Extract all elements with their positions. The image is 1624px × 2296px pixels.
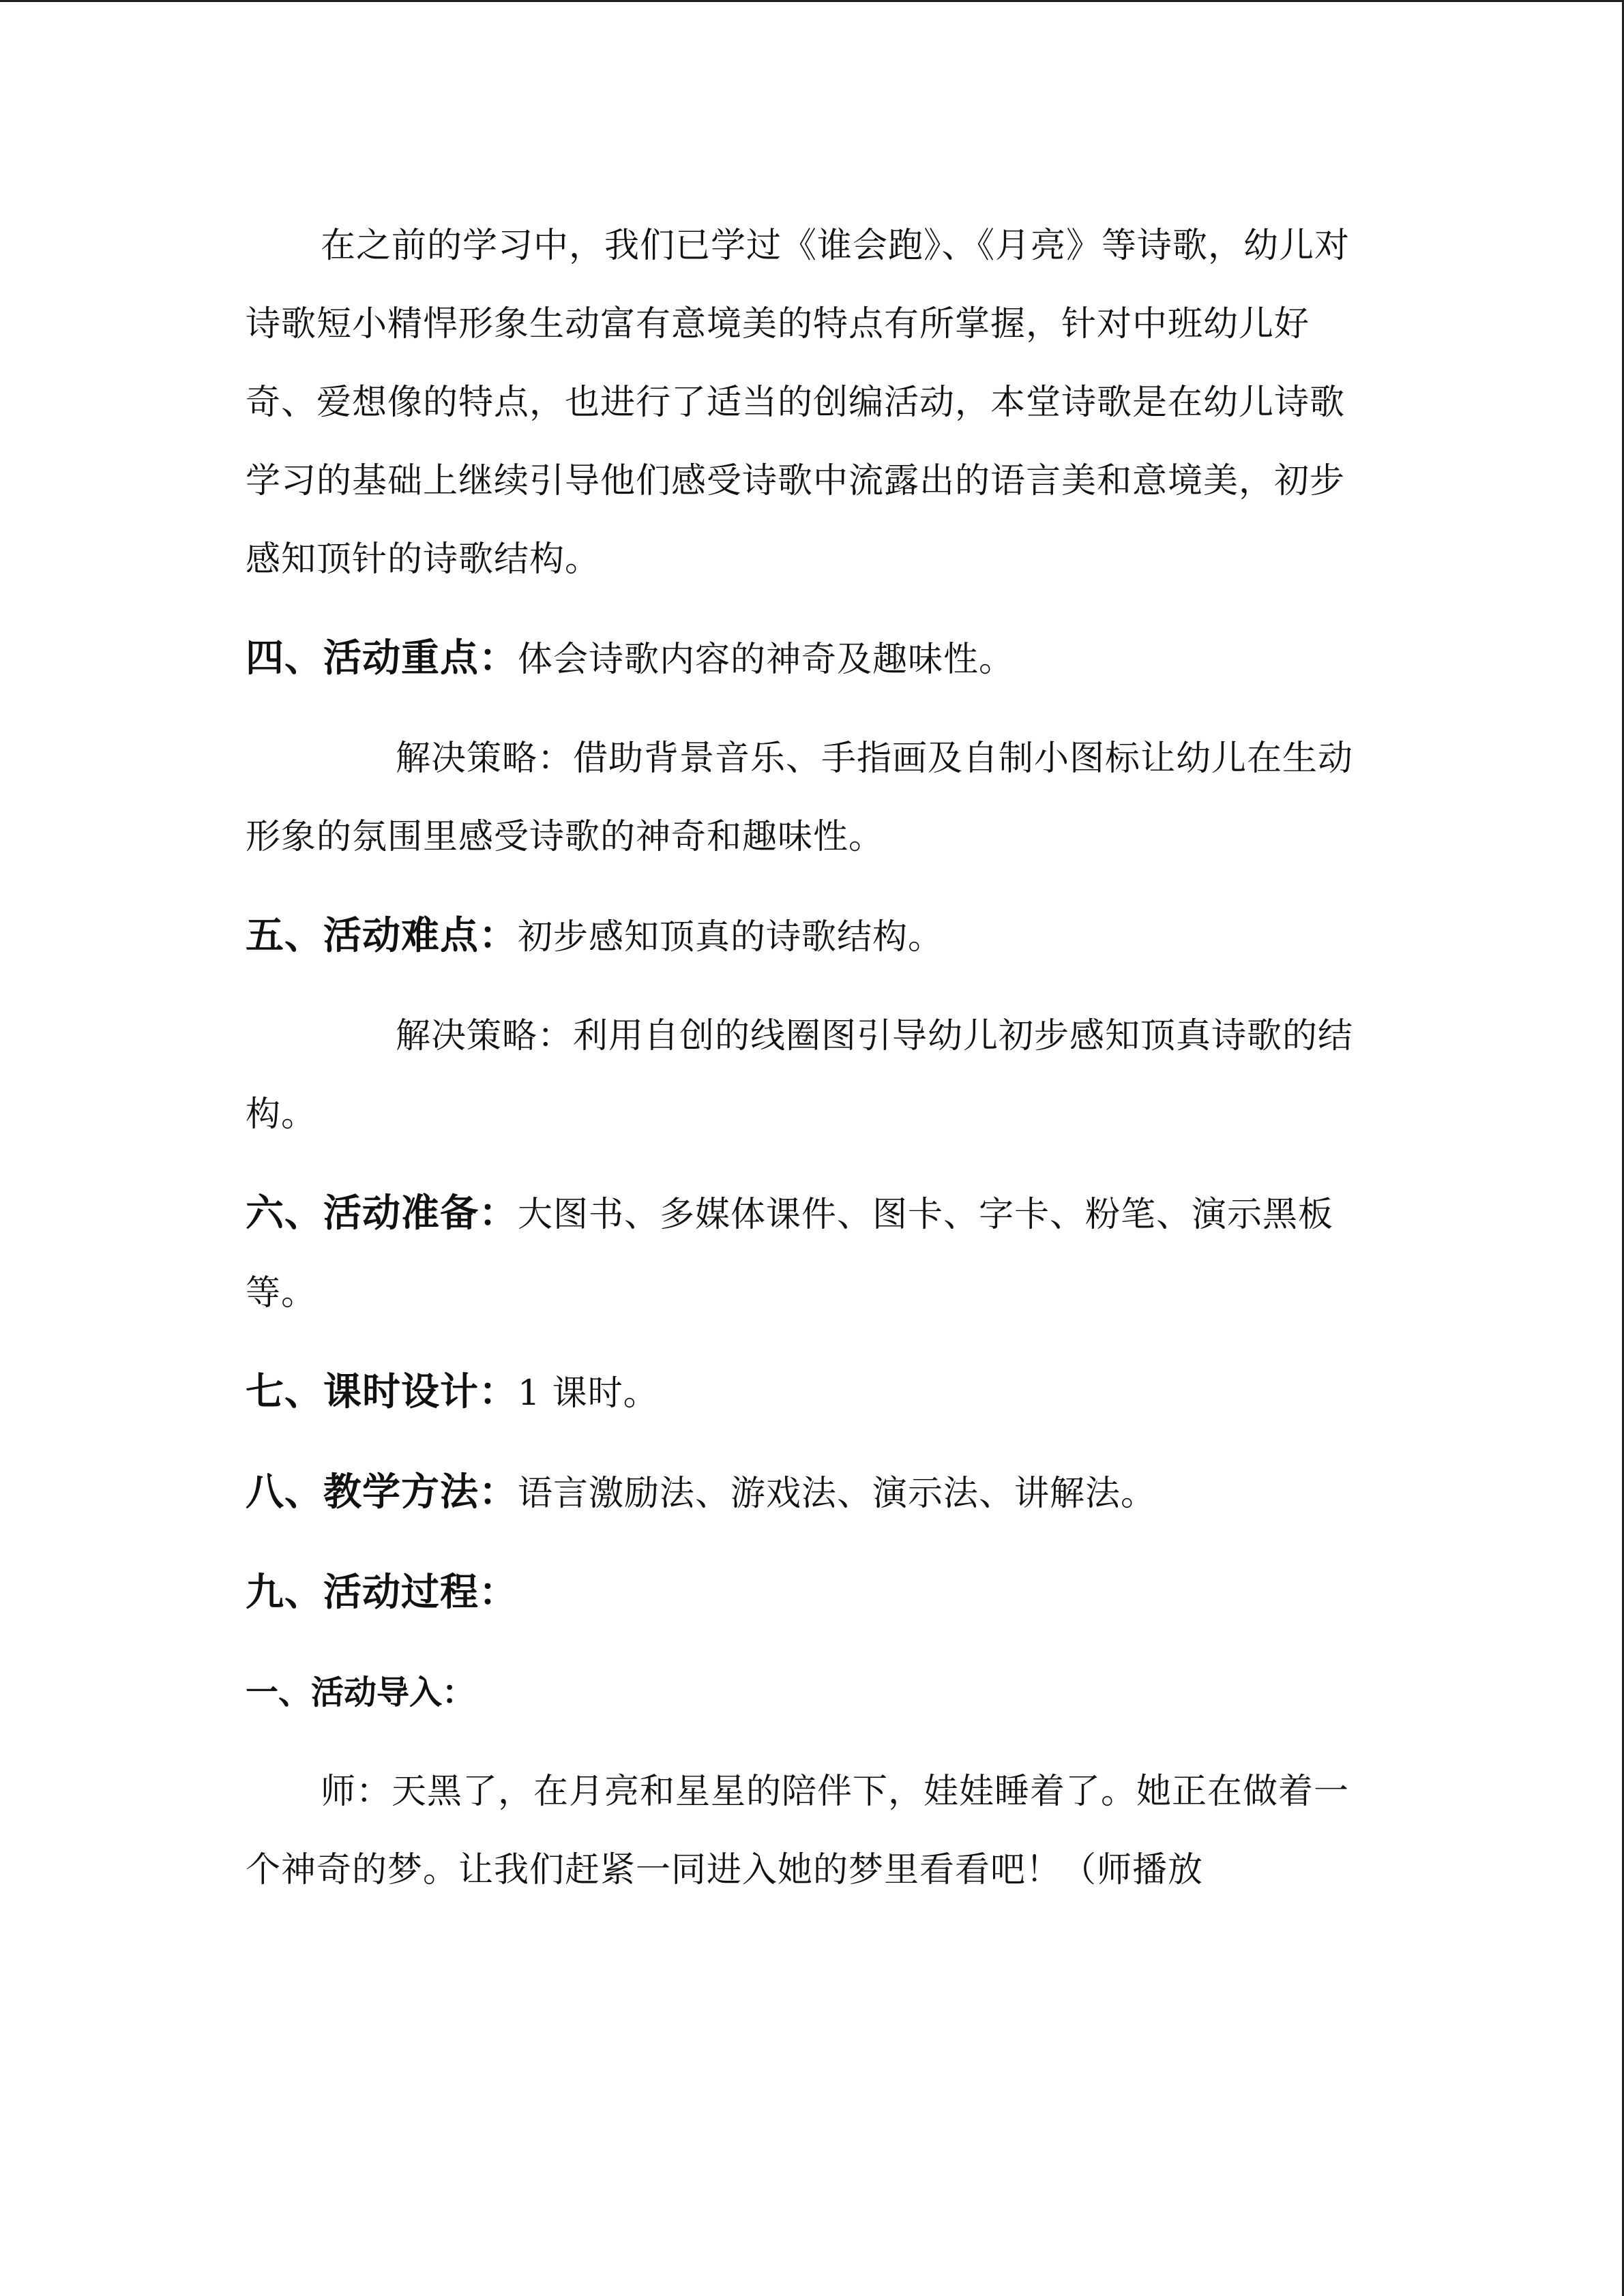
process-step1-heading: 一、活动导入：: [246, 1673, 475, 1712]
section-schedule-text: 1 课时。: [518, 1373, 659, 1414]
section-schedule: [246, 1353, 1364, 1433]
section-schedule-heading: 七、课时设计：: [246, 1370, 518, 1414]
section-methods-heading: 八、教学方法：: [246, 1470, 518, 1515]
section-process: [246, 1553, 1364, 1633]
section-key-point-text: 体会诗歌内容的神奇及趣味性。: [518, 640, 1015, 680]
section-methods-text: 语言激励法、游戏法、演示法、讲解法。: [518, 1474, 1157, 1514]
section-key-point: [246, 619, 1364, 699]
section-key-point-heading: 四、活动重点：: [246, 636, 518, 681]
key-point-strategy: 解决策略：借助背景音乐、手指画及自制小图标让幼儿在生动形象的氛围里感受诗歌的神奇和趣味性。: [246, 739, 1354, 857]
section-difficulty: [246, 897, 1364, 976]
intro-paragraph: 在之前的学习中，我们已学过《谁会跑》、《月亮》等诗歌，幼儿对诗歌短小精悍形象生动富有意境美的特点有所掌握，针对中班幼儿好奇、爱想像的特点，也进行了适当的创编活动，本堂诗歌是在幼儿诗歌学习的基础上继续引导他们感受诗歌中流露出的语言美和意境美，初步感知顶针的诗歌结构。: [246, 226, 1350, 580]
difficulty-strategy: 解决策略：利用自创的线圈图引导幼儿初步感知顶真诗歌的结构。: [246, 1016, 1354, 1135]
section-preparation-text: 大图书、多媒体课件、图卡、字卡、粉笔、演示黑板等。: [246, 1195, 1334, 1313]
section-preparation: [246, 1174, 1364, 1332]
section-process-heading: 九、活动过程：: [246, 1570, 518, 1615]
section-difficulty-text: 初步感知顶真的诗歌结构。: [518, 917, 944, 957]
section-preparation-heading: 六、活动准备：: [246, 1191, 518, 1236]
section-methods: [246, 1453, 1364, 1533]
process-step1-text: 师：天黑了，在月亮和星星的陪伴下，娃娃睡着了。她正在做着一个神奇的梦。让我们赶紧一同进入她的梦里看看吧！（师播放: [246, 1772, 1350, 1890]
section-difficulty-heading: 五、活动难点：: [246, 914, 518, 958]
document-body: [246, 207, 1364, 1930]
